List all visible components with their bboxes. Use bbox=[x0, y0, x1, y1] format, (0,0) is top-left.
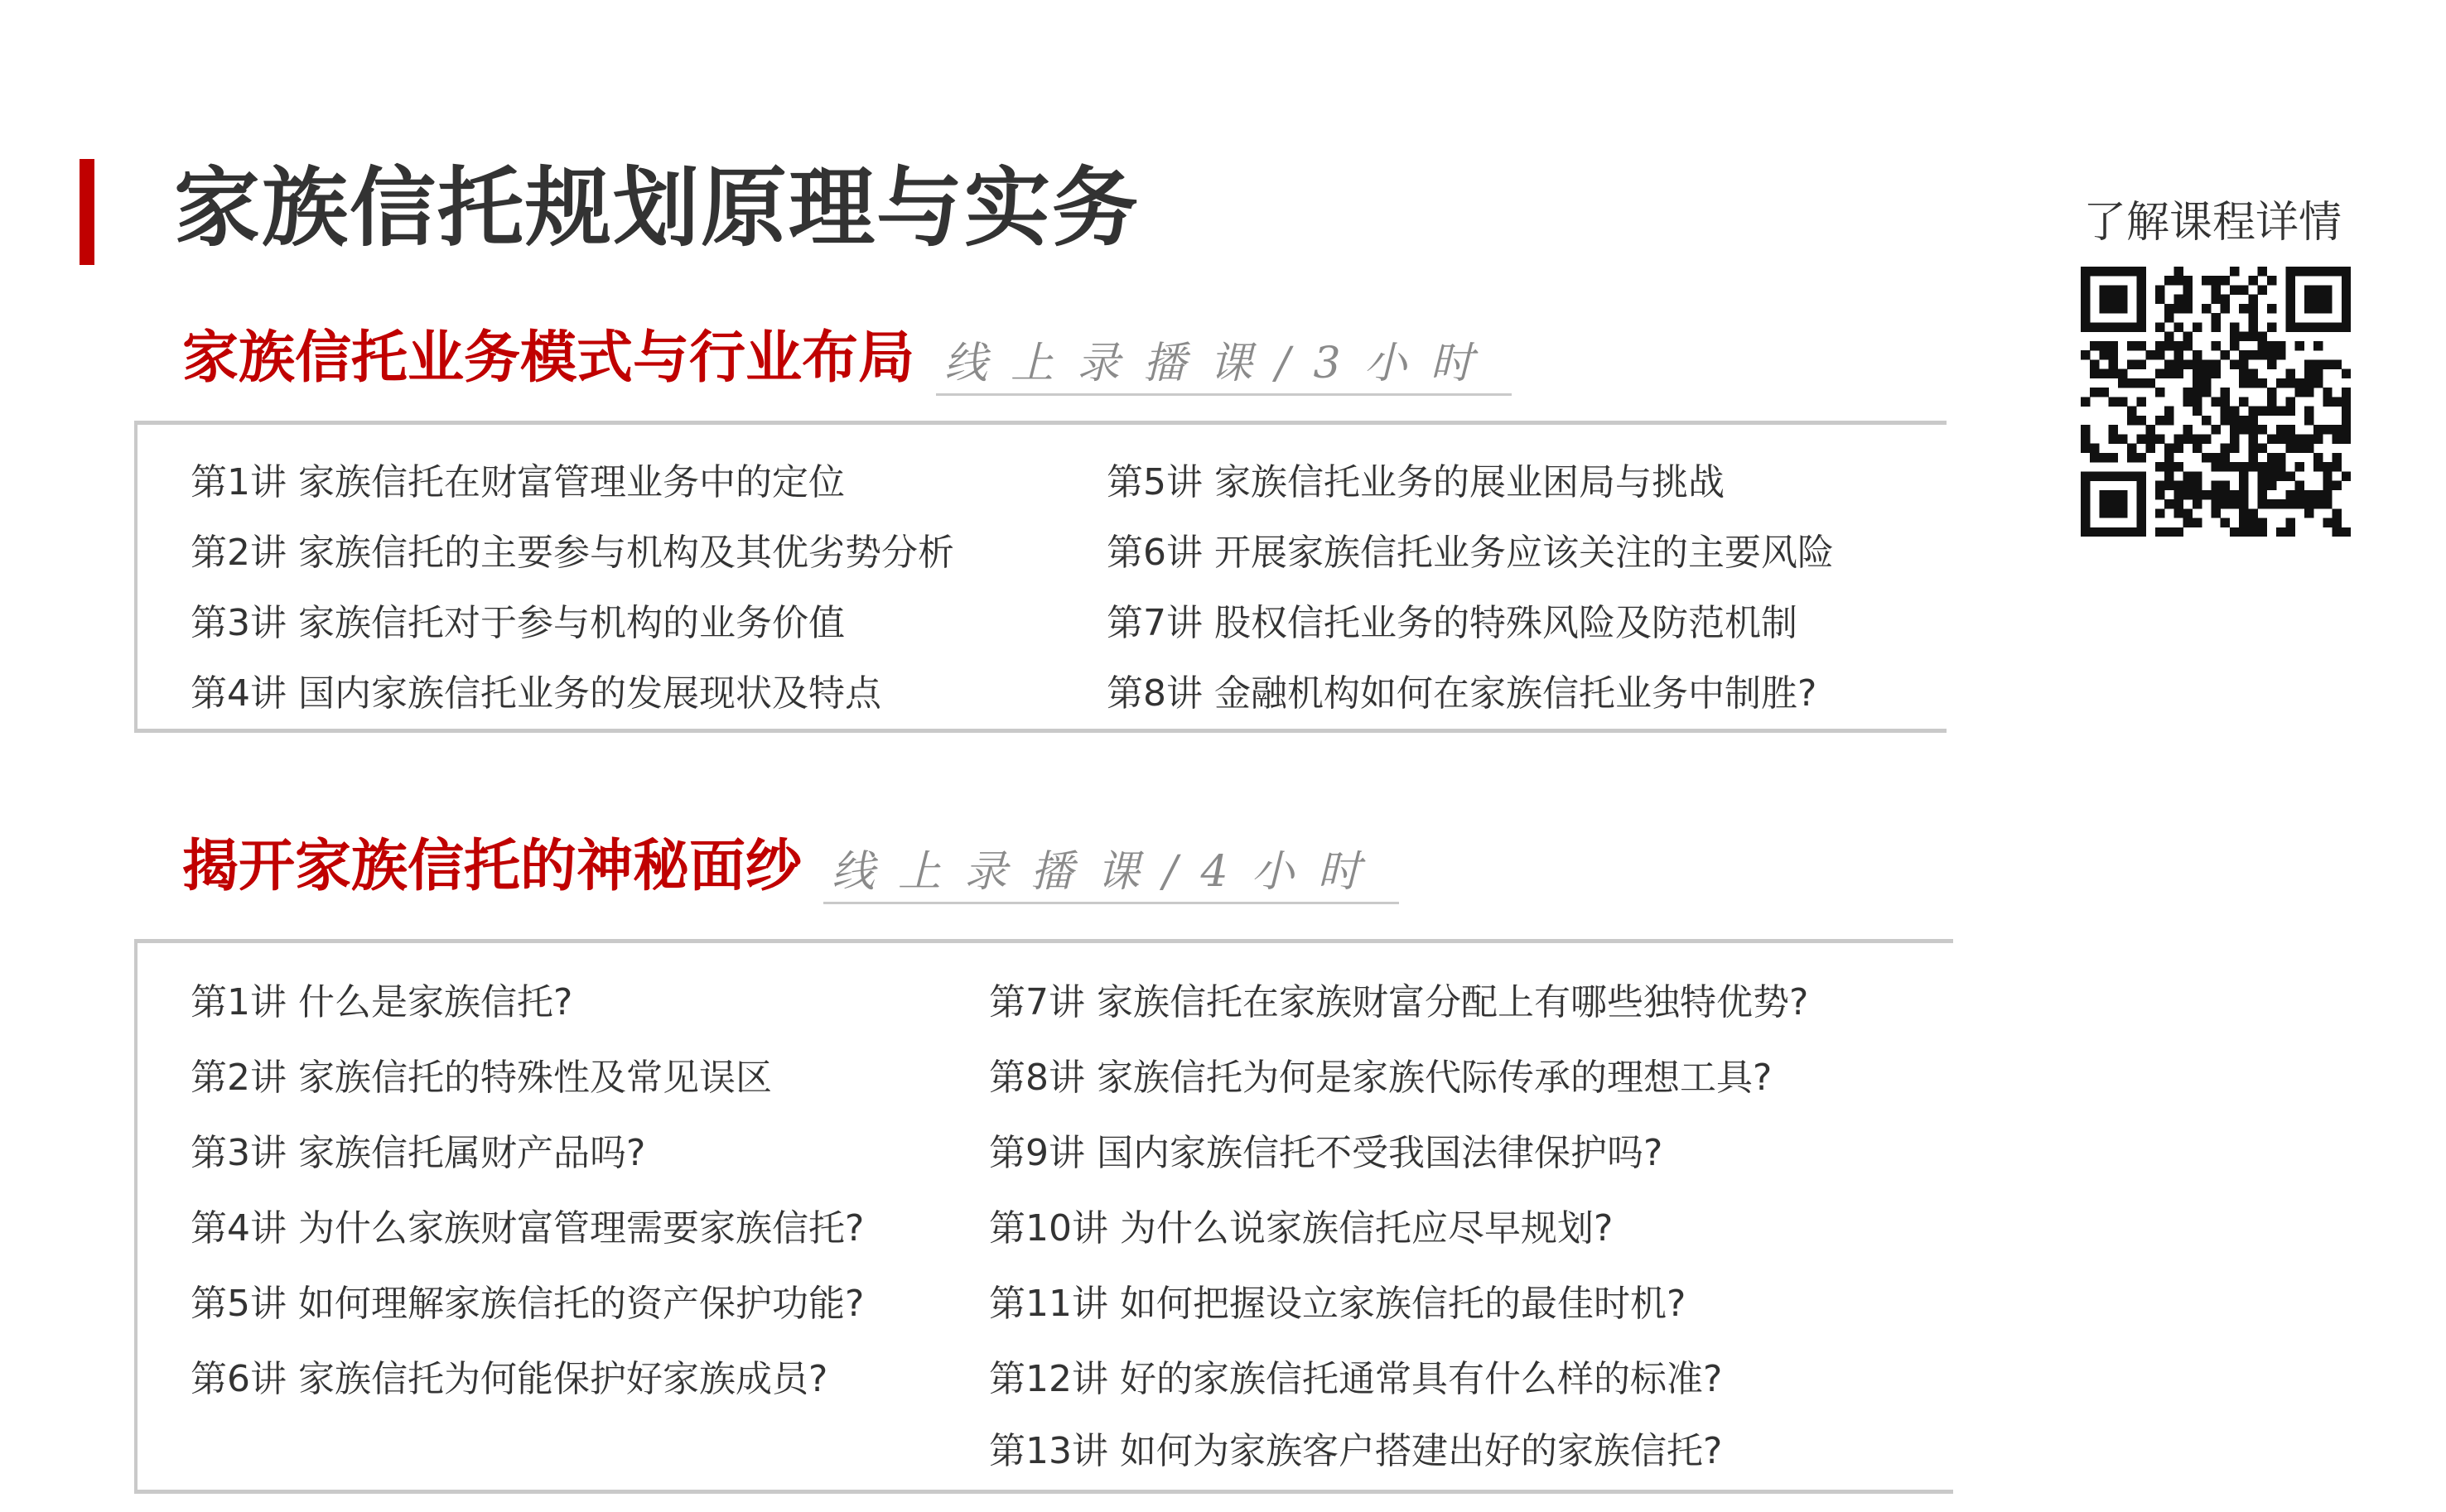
lecture-item[interactable]: 第1讲 什么是家族信托? bbox=[191, 981, 573, 1023]
section-1-title: 家族信托业务模式与行业布局 bbox=[182, 325, 915, 391]
lecture-item[interactable]: 第10讲 为什么说家族信托应尽早规划? bbox=[989, 1207, 1614, 1250]
lecture-item[interactable]: 第7讲 股权信托业务的特殊风险及防范机制 bbox=[1107, 602, 1797, 644]
lecture-item[interactable]: 第2讲 家族信托的特殊性及常见误区 bbox=[191, 1057, 772, 1099]
section-1-header bbox=[182, 325, 1512, 392]
lecture-item[interactable]: 第9讲 国内家族信托不受我国法律保护吗? bbox=[989, 1132, 1663, 1174]
section-2-lecture-box bbox=[134, 939, 1953, 1494]
lecture-item[interactable]: 第6讲 家族信托为何能保护好家族成员? bbox=[191, 1358, 828, 1400]
page-title: 家族信托规划原理与实务 bbox=[174, 157, 1141, 258]
lecture-item[interactable]: 第13讲 如何为家族客户搭建出好的家族信托? bbox=[989, 1430, 1723, 1472]
section-2-meta: 线上录播课/4小时 bbox=[823, 846, 1399, 903]
lecture-item[interactable]: 第8讲 金融机构如何在家族信托业务中制胜? bbox=[1107, 672, 1817, 715]
qr-label: 了解课程详情 bbox=[2083, 198, 2342, 248]
title-accent-bar bbox=[80, 159, 94, 265]
lecture-item[interactable]: 第5讲 如何理解家族信托的资产保护功能? bbox=[191, 1283, 865, 1325]
lecture-item[interactable]: 第2讲 家族信托的主要参与机构及其优劣势分析 bbox=[191, 532, 954, 574]
lecture-item[interactable]: 第6讲 开展家族信托业务应该关注的主要风险 bbox=[1107, 532, 1834, 574]
lecture-item[interactable]: 第1讲 家族信托在财富管理业务中的定位 bbox=[191, 461, 845, 503]
qr-code-icon[interactable] bbox=[2081, 267, 2351, 537]
lecture-item[interactable]: 第4讲 国内家族信托业务的发展现状及特点 bbox=[191, 672, 881, 715]
lecture-item[interactable]: 第8讲 家族信托为何是家族代际传承的理想工具? bbox=[989, 1057, 1773, 1099]
lecture-item[interactable]: 第5讲 家族信托业务的展业困局与挑战 bbox=[1107, 461, 1725, 503]
section-2-title: 揭开家族信托的神秘面纱 bbox=[182, 834, 803, 899]
section-2-header bbox=[182, 833, 1399, 901]
lecture-item[interactable]: 第4讲 为什么家族财富管理需要家族信托? bbox=[191, 1207, 865, 1250]
lecture-item[interactable]: 第3讲 家族信托属财产品吗? bbox=[191, 1132, 646, 1174]
lecture-item[interactable]: 第3讲 家族信托对于参与机构的业务价值 bbox=[191, 602, 845, 644]
lecture-item[interactable]: 第7讲 家族信托在家族财富分配上有哪些独特优势? bbox=[989, 981, 1809, 1023]
section-1-lecture-box bbox=[134, 421, 1947, 733]
lecture-item[interactable]: 第11讲 如何把握设立家族信托的最佳时机? bbox=[989, 1283, 1686, 1325]
section-1-meta: 线上录播课/3小时 bbox=[936, 338, 1512, 395]
lecture-item[interactable]: 第12讲 好的家族信托通常具有什么样的标准? bbox=[989, 1358, 1723, 1400]
